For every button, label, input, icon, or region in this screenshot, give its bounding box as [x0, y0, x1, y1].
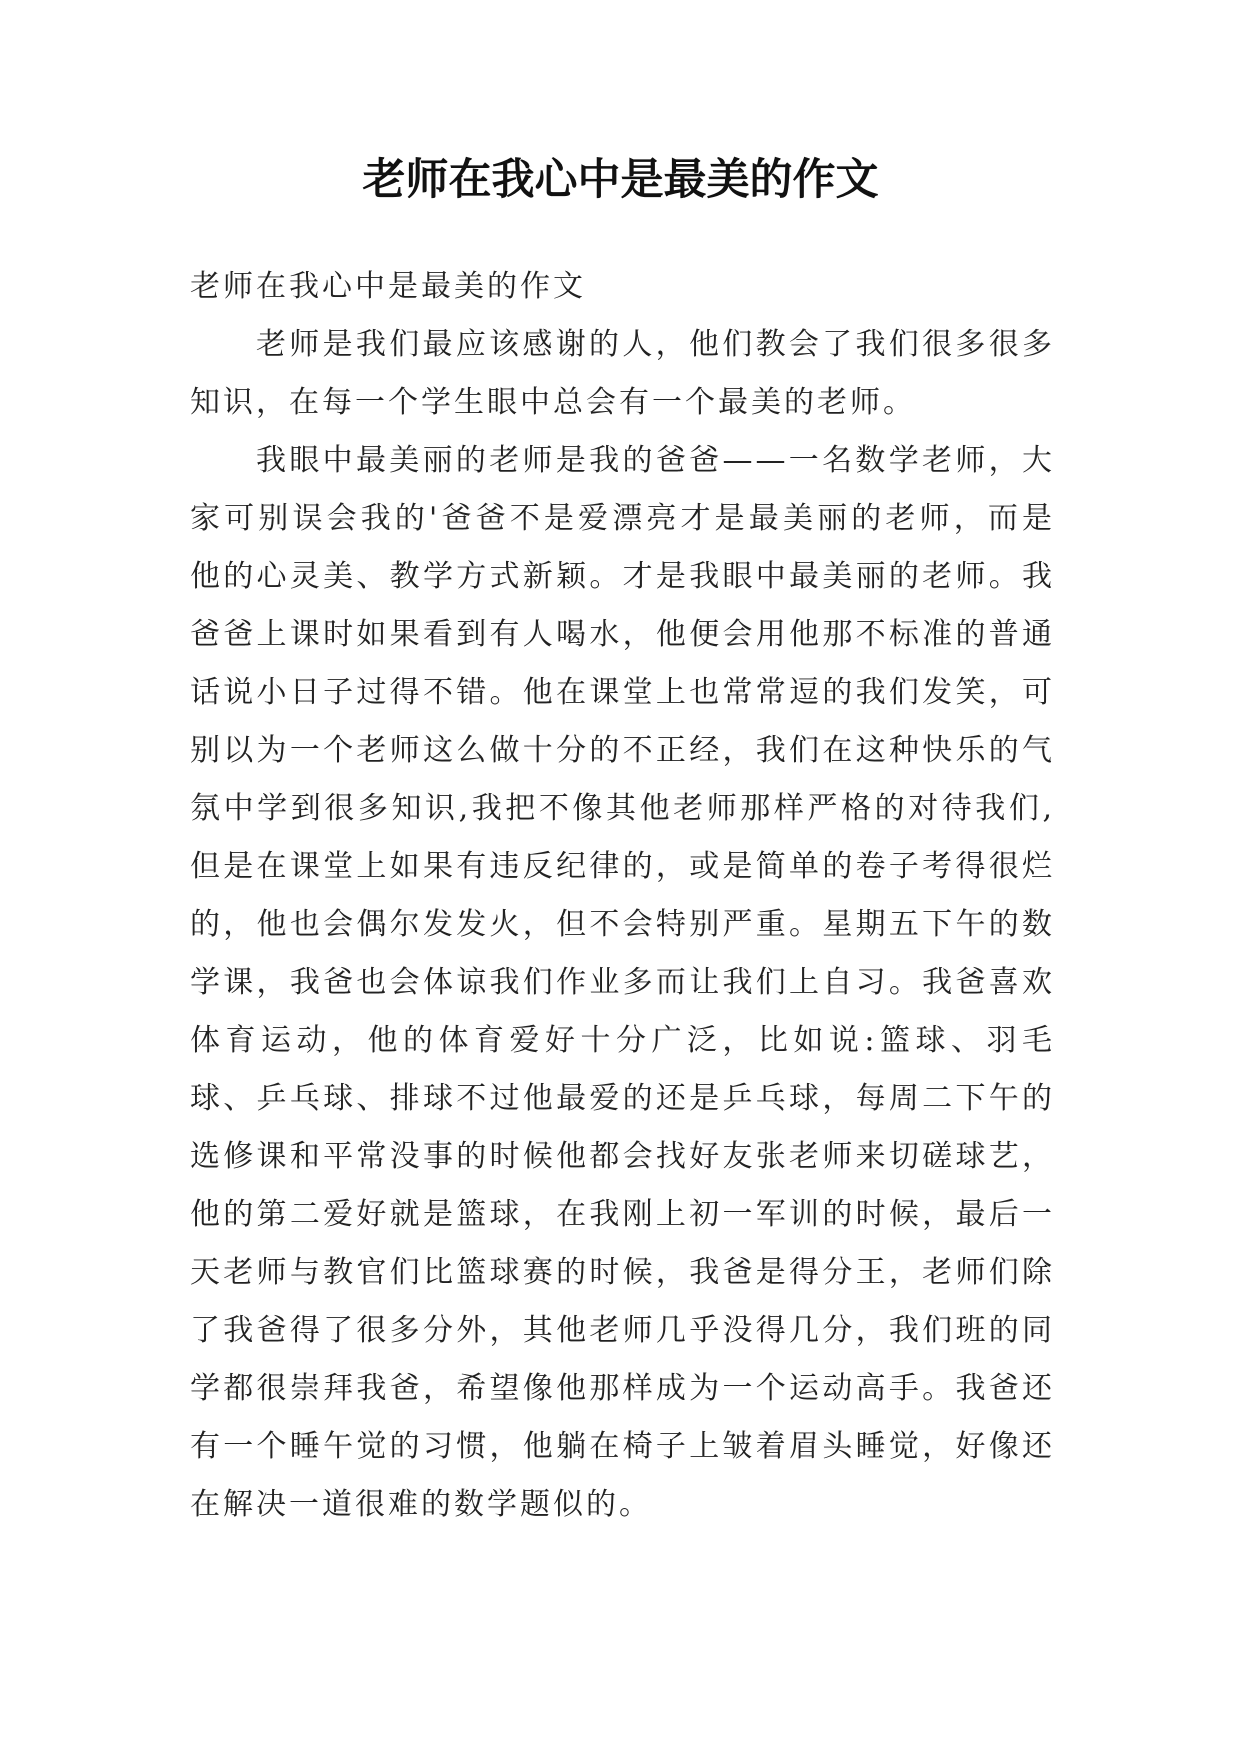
body-heading-line: 老师在我心中是最美的作文 — [190, 269, 586, 304]
paragraph-2: 我眼中最美丽的老师是我的爸爸——一名数学老师，大家可别误会我的'爸爸不是爱漂亮才是最美丽的老师，而是他的心灵美、教学方式新颖。才是我眼中最美丽的老师。我爸爸上课时如果看到有人喝水，他便会用他那不标准的普通话说小日子过得不错。他在课堂上也常常逗的我们发笑，可别以为一个老师这么做十分的不正经，我们在这种快乐的气氛中学到很多知识,我把不像其他老师那样严格的对待我们,但是在课堂上如果有违反纪律的，或是简单的卷子考得很烂的，他也会偶尔发发火，但不会特别严重。星期五下午的数学课，我爸也会体谅我们作业多而让我们上自习。我爸喜欢体育运动，他的体育爱好十分广泛，比如说:篮球、羽毛球、乒乓球、排球不过他最爱的还是乒乓球，每周二下午的选修课和平常没事的时候他都会找好友张老师来切磋球艺，他的第二爱好就是篮球，在我刚上初一军训的时候，最后一天老师与教官们比篮球赛的时候，我爸是得分王，老师们除了我爸得了很多分外，其他老师几乎没得几分，我们班的同学都很崇拜我爸，希望像他那样成为一个运动高手。我爸还有一个睡午觉的习惯，他躺在椅子上皱着眉头睡觉，好像还在解决一道很难的数学题似的。 — [190, 443, 1055, 1522]
document-body — [190, 258, 1055, 1534]
document-title: 老师在我心中是最美的作文 — [362, 155, 879, 205]
paragraph-1: 老师是我们最应该感谢的人，他们教会了我们很多很多知识，在每一个学生眼中总会有一个最美的老师。 — [190, 327, 1055, 420]
